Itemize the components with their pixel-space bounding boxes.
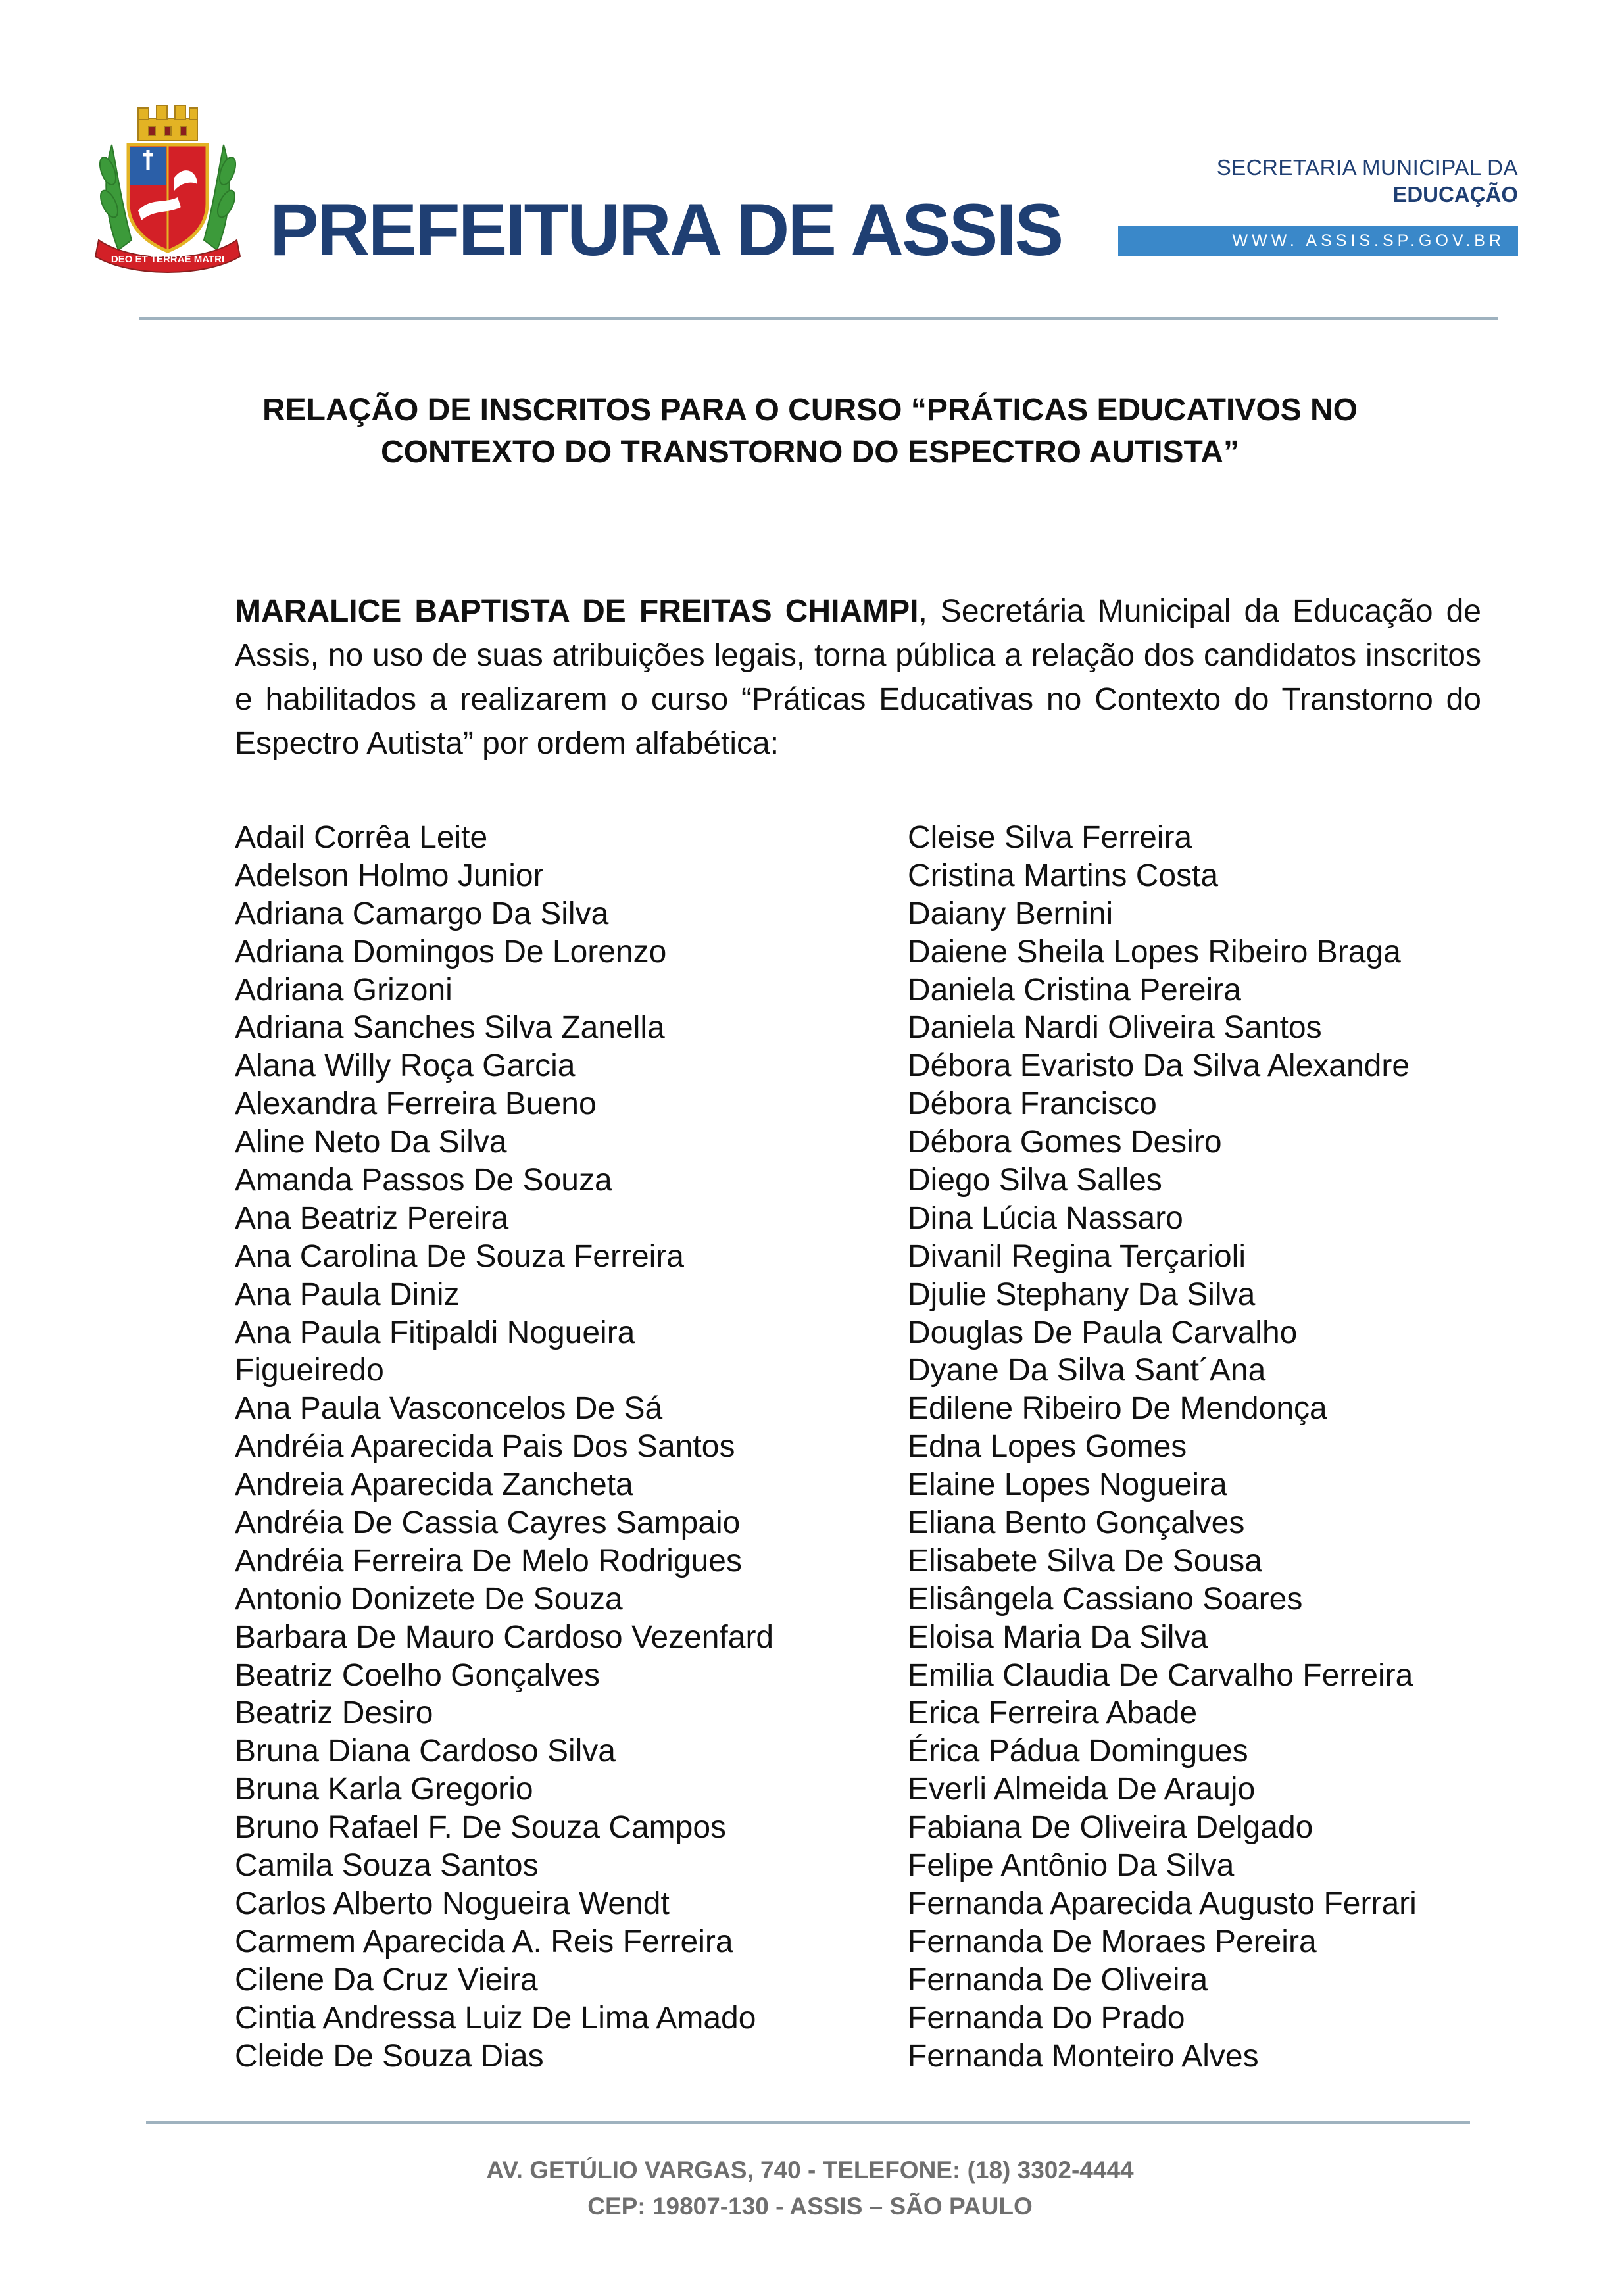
secretaria-line-1: SECRETARIA MUNICIPAL DA [1216,155,1518,180]
enrollee-name: Cleise Silva Ferreira [908,820,1192,855]
secretary-name: MARALICE BAPTISTA DE FREITAS CHIAMPI [235,594,919,629]
enrollee-name: Beatriz Coelho Gonçalves [235,1657,600,1693]
enrollee-name: Beatriz Desiro [235,1696,433,1731]
enrollee-name: Fernanda Do Prado [908,2000,1185,2036]
enrollee-name: Diego Silva Salles [908,1163,1162,1198]
enrollee-name: Aline Neto Da Silva [235,1125,507,1160]
enrollee-name: Andréia Ferreira De Melo Rodrigues [235,1543,742,1578]
enrollee-name: Adriana Sanches Silva Zanella [235,1010,665,1046]
enrollee-name: Débora Francisco [908,1087,1157,1122]
footer-line-2: CEP: 19807-130 - ASSIS – SÃO PAULO [587,2193,1033,2220]
crest-motto: DEO ET TERRAE MATRI [110,254,225,265]
footer-address [0,2152,1620,2224]
secretaria-label [1217,154,1518,208]
intro-text: , Secretária Municipal da Educação de Assis, no uso de suas atribuições legais, torna pública a relação dos candidatos inscritos e habilitados a realizarem o curso “Práticas Educativas no Contexto do Transtorno do Espectro Autista” por ordem alfabética: [235,594,1481,761]
municipal-coat-of-arms [92,99,243,276]
enrollee-name: Erica Ferreira Abade [908,1696,1198,1731]
enrollee-name: Bruna Karla Gregorio [235,1772,533,1807]
enrollee-name: Dina Lúcia Nassaro [908,1200,1183,1236]
enrollee-name: Bruno Rafael F. De Souza Campos [235,1810,727,1845]
enrollee-name: Dyane Da Silva Sant´Ana [908,1353,1266,1388]
footer-line-1: AV. GETÚLIO VARGAS, 740 - TELEFONE: (18) 3302-4444 [486,2157,1134,2184]
enrollee-name: Ana Beatriz Pereira [235,1200,509,1236]
enrollee-name: Fernanda De Oliveira [908,1962,1208,1997]
enrollee-name: Alexandra Ferreira Bueno [235,1087,597,1122]
enrollee-name: Andréia De Cassia Cayres Sampaio [235,1505,741,1541]
enrollee-name: Camila Souza Santos [235,1848,539,1884]
crest-crown [138,105,197,141]
enrollee-list-left [235,819,893,2075]
enrollee-name: Djulie Stephany Da Silva [908,1277,1256,1312]
enrollee-name: Emilia Claudia De Carvalho Ferreira [908,1657,1413,1693]
title-line-2: CONTEXTO DO TRANSTORNO DO ESPECTRO AUTISTA” [381,435,1239,470]
enrollee-name: Cilene Da Cruz Vieira [235,1962,538,1997]
enrollee-name: Felipe Antônio Da Silva [908,1848,1235,1884]
secretaria-line-2: EDUCAÇÃO [1392,182,1518,207]
enrollee-name: Débora Gomes Desiro [908,1125,1222,1160]
enrollee-name: Bruna Diana Cardoso Silva [235,1734,616,1769]
enrollee-name: Adriana Camargo Da Silva [235,896,609,931]
enrollee-name: Elisabete Silva De Sousa [908,1543,1262,1578]
enrollee-name: Adriana Domingos De Lorenzo [235,934,667,969]
enrollee-name: Érica Pádua Domingues [908,1734,1248,1769]
enrollee-name: Antonio Donizete De Souza [235,1581,623,1617]
enrollee-name: Ana Carolina De Souza Ferreira [235,1238,684,1274]
enrollee-name: Eliana Bento Gonçalves [908,1505,1245,1541]
enrollee-name: Fernanda De Moraes Pereira [908,1924,1317,1959]
enrollee-name: Barbara De Mauro Cardoso Vezenfard [235,1619,774,1655]
prefeitura-brand-title: PREFEITURA DE ASSIS [270,189,1062,271]
enrollee-name: Edna Lopes Gomes [908,1429,1187,1465]
enrollee-name: Elaine Lopes Nogueira [908,1467,1227,1503]
enrollee-name: Daiany Bernini [908,896,1114,931]
enrollee-name: Adelson Holmo Junior [235,858,544,893]
enrollee-name: Fabiana De Oliveira Delgado [908,1810,1313,1845]
enrollee-name: Daiene Sheila Lopes Ribeiro Braga [908,934,1401,969]
enrollee-name: Ana Paula Vasconcelos De Sá [235,1391,663,1427]
intro-paragraph [235,589,1481,766]
enrollee-name: Carlos Alberto Nogueira Wendt [235,1886,670,1921]
enrollee-name: Fernanda Monteiro Alves [908,2038,1259,2074]
enrollee-name: Andréia Aparecida Pais Dos Santos [235,1429,735,1465]
enrollee-name: Divanil Regina Terçarioli [908,1238,1246,1274]
enrollee-name: Ana Paula Fitipaldi Nogueira [235,1315,635,1350]
enrollee-name: Douglas De Paula Carvalho [908,1315,1298,1350]
enrollee-name: Edilene Ribeiro De Mendonça [908,1391,1327,1427]
enrollee-name: Daniela Cristina Pereira [908,972,1241,1008]
enrollee-name: Cleide De Souza Dias [235,2038,544,2074]
website-banner: WWW. ASSIS.SP.GOV.BR [1118,226,1518,256]
enrollee-name: Daniela Nardi Oliveira Santos [908,1010,1322,1046]
header-divider [139,317,1498,320]
title-line-1: RELAÇÃO DE INSCRITOS PARA O CURSO “PRÁTICAS EDUCATIVOS NO [262,393,1358,427]
footer-divider [146,2121,1470,2124]
enrollee-name: Alana Willy Roça Garcia [235,1048,576,1084]
enrollee-name: Fernanda Aparecida Augusto Ferrari [908,1886,1417,1921]
enrollee-name: Adriana Grizoni [235,972,453,1008]
enrollee-name: Figueiredo [235,1353,384,1388]
enrollee-name: Andreia Aparecida Zancheta [235,1467,633,1503]
enrollee-name: Ana Paula Diniz [235,1277,460,1312]
enrollee-list-right [908,819,1500,2075]
enrollee-name: Cristina Martins Costa [908,858,1219,893]
enrollee-name: Cintia Andressa Luiz De Lima Amado [235,2000,756,2036]
enrollee-name: Adail Corrêa Leite [235,820,488,855]
enrollee-name: Débora Evaristo Da Silva Alexandre [908,1048,1410,1084]
enrollee-name: Amanda Passos De Souza [235,1163,612,1198]
enrollee-name: Carmem Aparecida A. Reis Ferreira [235,1924,733,1959]
document-title [184,389,1436,474]
enrollee-name: Elisângela Cassiano Soares [908,1581,1303,1617]
enrollee-name: Everli Almeida De Araujo [908,1772,1256,1807]
enrollee-name: Eloisa Maria Da Silva [908,1619,1208,1655]
